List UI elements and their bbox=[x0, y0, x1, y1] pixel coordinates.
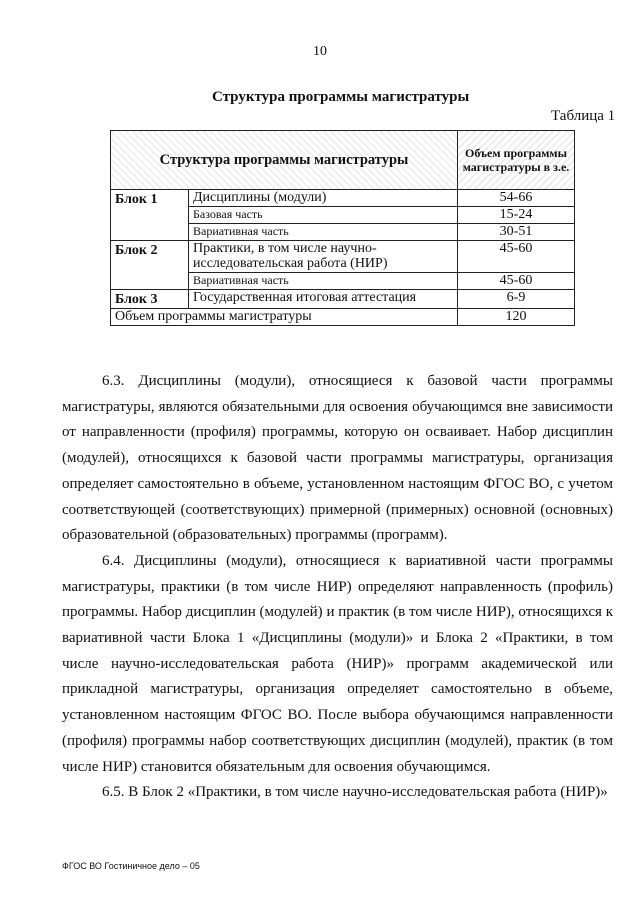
table-row bbox=[111, 190, 575, 207]
row-name: Вариативная часть bbox=[189, 273, 458, 290]
page-number: 10 bbox=[313, 44, 327, 59]
row-name: Дисциплины (модули) bbox=[189, 190, 458, 207]
block-label: Блок 1 bbox=[111, 190, 189, 241]
body-text bbox=[62, 369, 613, 806]
row-value: 54-66 bbox=[458, 190, 575, 207]
table-row bbox=[111, 290, 575, 309]
total-value: 120 bbox=[458, 309, 575, 326]
program-structure-table bbox=[110, 130, 575, 326]
table-total-row bbox=[111, 309, 575, 326]
total-label: Объем программы магистратуры bbox=[111, 309, 458, 326]
row-value: 6-9 bbox=[458, 290, 575, 309]
block-label: Блок 2 bbox=[111, 241, 189, 290]
table-row bbox=[111, 241, 575, 273]
row-value: 45-60 bbox=[458, 241, 575, 273]
block-label: Блок 3 bbox=[111, 290, 189, 309]
table-label: Таблица 1 bbox=[551, 108, 616, 124]
header-volume: Объем программы магистратуры в з.е. bbox=[458, 131, 575, 190]
paragraph-6-4: 6.4. Дисциплины (модули), относящиеся к вариативной части программы магистратуры, практики (в том числе НИР) определяют направленность (профиль) программы. Набор дисциплин (модулей) и практик (в том числе НИР), относящихся к вариативной части Блока 1 «Дисциплины (модули)» и Блока 2 «Практики, в том числе научно-исследовательская работа (НИР)» программ академической или прикладной магистратуры, организация определяет самостоятельно в объеме, установленном настоящим ФГОС ВО. После выбора обучающимся направленности (профиля) программы набор соответствующих дисциплин (модулей), практик (в том числе НИР) становится обязательным для освоения обучающимся. bbox=[62, 552, 613, 775]
paragraph-6-5: 6.5. В Блок 2 «Практики, в том числе научно-исследовательская работа (НИР)» bbox=[102, 784, 608, 801]
row-name: Вариативная часть bbox=[189, 224, 458, 241]
page-title: Структура программы магистратуры bbox=[212, 89, 470, 105]
row-value: 45-60 bbox=[458, 273, 575, 290]
row-name: Государственная итоговая аттестация bbox=[189, 290, 458, 309]
row-value: 15-24 bbox=[458, 207, 575, 224]
header-structure: Структура программы магистратуры bbox=[111, 131, 458, 190]
row-name: Базовая часть bbox=[189, 207, 458, 224]
row-value: 30-51 bbox=[458, 224, 575, 241]
paragraph-6-3: 6.3. Дисциплины (модули), относящиеся к базовой части программы магистратуры, являются обязательными для освоения обучающимся вне зависимости от направленности (профиля) программы, которую он осваивает. Набор дисциплин (модулей), относящихся к базовой части программы магистратуры, организация определяет самостоятельно в объеме, установленном настоящим ФГОС ВО, с учетом соответствующей (соответствующих) примерной (примерных) основной (основных) образовательной (образовательных) программы (программ). bbox=[62, 373, 613, 544]
footer: ФГОС ВО Гостиничное дело – 05 bbox=[62, 861, 200, 871]
row-name: Практики, в том числе научно-исследовательская работа (НИР) bbox=[189, 241, 458, 273]
